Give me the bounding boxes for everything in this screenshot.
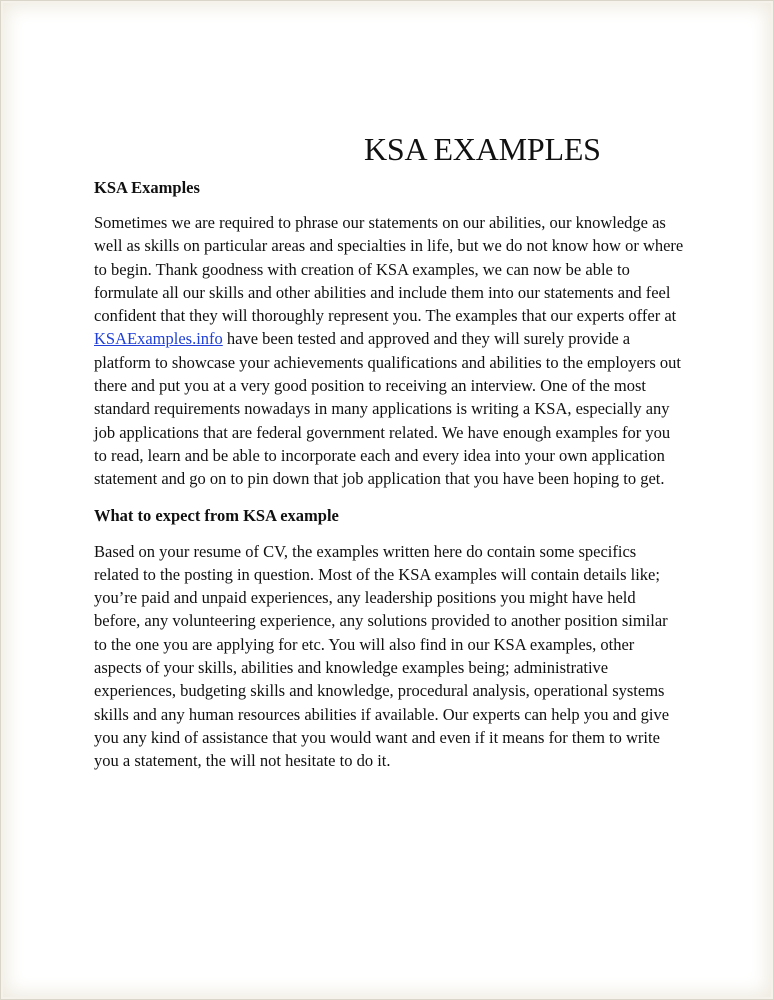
document-body [94,129,684,773]
section-heading-what-to-expect: What to expect from KSA example [94,505,339,525]
ksaexamples-link[interactable]: KSAExamples.info [94,329,223,349]
intro-paragraph [94,211,684,491]
section-heading-ksa-examples: KSA Examples [94,178,200,197]
intro-text-before-link: Sometimes we are required to phrase our statements on our abilities, our knowledge as well as skills on particular areas and specialties in life, but we do not know how or where to begin. Thank goodness with creation of KSA examples, we can now be able to formulate all our skills and other abilities and include them into our statements and feel confident that they will thoroughly represent you. The examples that our experts offer at [94,213,684,326]
document-title: KSA EXAMPLES [364,131,601,167]
expectations-paragraph: Based on your resume of CV, the examples written here do contain some specifics related to the posting in question. Most of the KSA examples will contain details like; you’re paid and unpaid experiences, any leadership positions you might have held before, any volunteering experience, any solutions provided to another position similar to the one you are applying for etc. You will also find in our KSA examples, other aspects of your skills, abilities and knowledge examples being; administrative experiences, budgeting skills and knowledge, procedural analysis, operational systems skills and any human resources abilities if available. Our experts can help you and give you any kind of assistance that you would want and even if it means for them to write you a statement, the will not hesitate to do it. [94,541,670,771]
intro-text-after-link: have been tested and approved and they will surely provide a platform to showcase your achievements qualifications and abilities to the employers out there and put you at a very good position to receiving an interview. One of the most standard requirements nowadays in many applications is writing a KSA, especially any job applications that are federal government related. We have enough examples for you to read, learn and be able to incorporate each and every idea into your own application statement and go on to pin down that job application that you have been hoping to get. [94,329,681,489]
